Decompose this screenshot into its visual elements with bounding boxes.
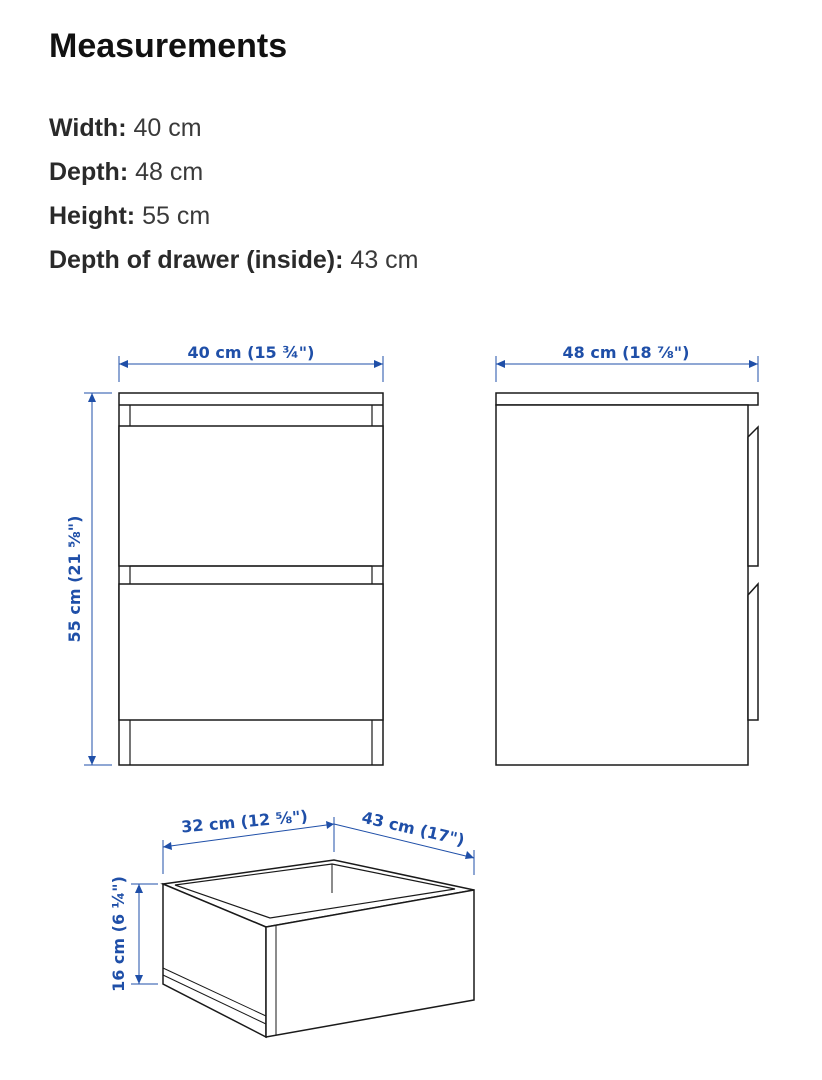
spec-label: Depth: xyxy=(49,158,129,186)
spec-height xyxy=(49,194,419,238)
spec-drawer-depth xyxy=(49,238,419,282)
drawer-height-label: 16 cm (6 ¼") xyxy=(109,876,128,992)
spec-width xyxy=(49,106,419,150)
front-view xyxy=(65,343,383,765)
spec-depth xyxy=(49,150,419,194)
dimension-diagram xyxy=(0,300,822,1060)
drawer-view xyxy=(109,807,474,1037)
spec-label: Depth of drawer (inside): xyxy=(49,246,344,274)
drawer-depth-label: 43 cm (17") xyxy=(360,807,467,850)
side-depth-label: 48 cm (18 ⅞") xyxy=(562,343,690,362)
page-title: Measurements xyxy=(49,27,288,65)
front-drawer-bottom xyxy=(119,584,383,720)
spec-label: Height: xyxy=(49,202,136,230)
side-body xyxy=(496,405,748,765)
front-drawer-top xyxy=(119,426,383,566)
spec-value: 43 cm xyxy=(350,246,419,274)
side-drawer-top xyxy=(748,427,758,566)
spec-label: Width: xyxy=(49,114,127,142)
side-top xyxy=(496,393,758,405)
front-width-label: 40 cm (15 ¾") xyxy=(187,343,315,362)
spec-value: 48 cm xyxy=(135,158,204,186)
side-drawer-bottom xyxy=(748,584,758,720)
side-view xyxy=(496,343,758,765)
spec-value: 55 cm xyxy=(142,202,211,230)
height-label: 55 cm (21 ⅝") xyxy=(65,515,84,643)
drawer-width-label: 32 cm (12 ⅝") xyxy=(180,806,309,837)
spec-value: 40 cm xyxy=(133,114,202,142)
measurements-list xyxy=(49,106,419,282)
